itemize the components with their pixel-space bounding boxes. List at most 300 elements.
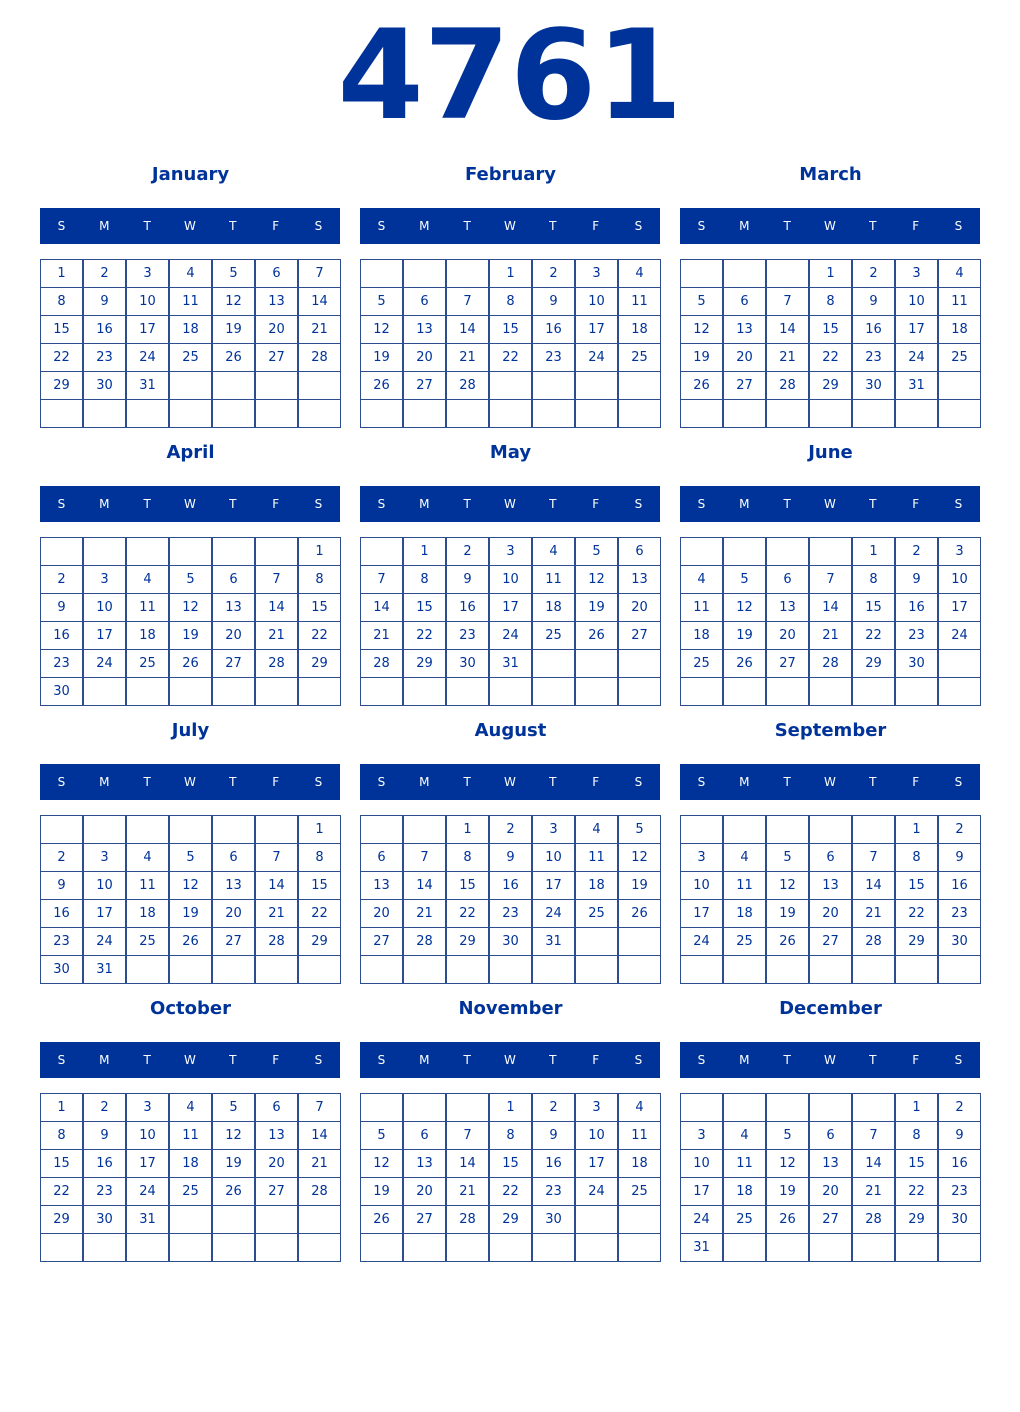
day-cell[interactable]: 18 [169,315,212,344]
day-cell[interactable]: 1 [895,815,938,844]
day-cell[interactable]: 24 [938,621,981,650]
day-cell[interactable]: 21 [766,343,809,372]
day-cell[interactable]: 24 [895,343,938,372]
day-cell[interactable]: 7 [446,1121,489,1150]
day-cell[interactable]: 19 [169,621,212,650]
day-cell[interactable]: 23 [40,927,83,956]
day-cell[interactable]: 8 [809,287,852,316]
day-cell[interactable]: 25 [723,927,766,956]
day-cell[interactable]: 1 [489,259,532,288]
day-cell[interactable]: 6 [403,1121,446,1150]
day-cell[interactable]: 14 [809,593,852,622]
day-cell[interactable]: 13 [403,315,446,344]
day-cell[interactable]: 6 [255,1093,298,1122]
day-cell[interactable]: 25 [169,343,212,372]
day-cell[interactable]: 27 [809,927,852,956]
day-cell[interactable]: 21 [298,315,341,344]
day-cell[interactable]: 5 [212,259,255,288]
day-cell[interactable]: 4 [680,565,723,594]
day-cell[interactable]: 15 [489,315,532,344]
day-cell[interactable]: 9 [895,565,938,594]
day-cell[interactable]: 13 [212,871,255,900]
day-cell[interactable]: 21 [360,621,403,650]
day-cell[interactable]: 1 [40,1093,83,1122]
day-cell[interactable]: 30 [83,1205,126,1234]
day-cell[interactable]: 20 [809,1177,852,1206]
day-cell[interactable]: 8 [40,287,83,316]
day-cell[interactable]: 15 [298,593,341,622]
day-cell[interactable]: 31 [895,371,938,400]
day-cell[interactable]: 4 [169,1093,212,1122]
day-cell[interactable]: 11 [169,1121,212,1150]
day-cell[interactable]: 14 [403,871,446,900]
day-cell[interactable]: 4 [126,843,169,872]
day-cell[interactable]: 27 [403,371,446,400]
day-cell[interactable]: 7 [255,565,298,594]
day-cell[interactable]: 23 [83,343,126,372]
day-cell[interactable]: 21 [403,899,446,928]
day-cell[interactable]: 15 [40,315,83,344]
day-cell[interactable]: 19 [618,871,661,900]
day-cell[interactable]: 13 [766,593,809,622]
day-cell[interactable]: 4 [938,259,981,288]
day-cell[interactable]: 13 [212,593,255,622]
day-cell[interactable]: 2 [938,1093,981,1122]
day-cell[interactable]: 5 [360,1121,403,1150]
day-cell[interactable]: 23 [532,343,575,372]
day-cell[interactable]: 12 [618,843,661,872]
day-cell[interactable]: 8 [403,565,446,594]
day-cell[interactable]: 7 [360,565,403,594]
day-cell[interactable]: 16 [895,593,938,622]
day-cell[interactable]: 13 [403,1149,446,1178]
day-cell[interactable]: 6 [403,287,446,316]
day-cell[interactable]: 7 [446,287,489,316]
day-cell[interactable]: 12 [212,1121,255,1150]
day-cell[interactable]: 9 [446,565,489,594]
day-cell[interactable]: 6 [766,565,809,594]
day-cell[interactable]: 7 [298,259,341,288]
day-cell[interactable]: 4 [723,1121,766,1150]
day-cell[interactable]: 11 [618,1121,661,1150]
day-cell[interactable]: 1 [403,537,446,566]
day-cell[interactable]: 18 [723,899,766,928]
day-cell[interactable]: 18 [618,1149,661,1178]
day-cell[interactable]: 23 [938,899,981,928]
day-cell[interactable]: 5 [169,565,212,594]
day-cell[interactable]: 10 [83,871,126,900]
day-cell[interactable]: 9 [938,1121,981,1150]
day-cell[interactable]: 15 [895,871,938,900]
day-cell[interactable]: 26 [575,621,618,650]
day-cell[interactable]: 17 [938,593,981,622]
day-cell[interactable]: 10 [938,565,981,594]
day-cell[interactable]: 24 [680,927,723,956]
day-cell[interactable]: 7 [766,287,809,316]
day-cell[interactable]: 16 [532,315,575,344]
day-cell[interactable]: 28 [255,649,298,678]
day-cell[interactable]: 5 [575,537,618,566]
day-cell[interactable]: 25 [169,1177,212,1206]
day-cell[interactable]: 11 [723,1149,766,1178]
day-cell[interactable]: 25 [723,1205,766,1234]
day-cell[interactable]: 17 [126,315,169,344]
day-cell[interactable]: 21 [446,343,489,372]
day-cell[interactable]: 5 [360,287,403,316]
day-cell[interactable]: 13 [255,287,298,316]
day-cell[interactable]: 16 [446,593,489,622]
day-cell[interactable]: 16 [83,1149,126,1178]
day-cell[interactable]: 31 [680,1233,723,1262]
day-cell[interactable]: 12 [766,871,809,900]
day-cell[interactable]: 10 [532,843,575,872]
day-cell[interactable]: 4 [126,565,169,594]
day-cell[interactable]: 16 [489,871,532,900]
day-cell[interactable]: 26 [618,899,661,928]
day-cell[interactable]: 23 [532,1177,575,1206]
day-cell[interactable]: 24 [575,1177,618,1206]
day-cell[interactable]: 17 [680,899,723,928]
day-cell[interactable]: 5 [169,843,212,872]
day-cell[interactable]: 10 [489,565,532,594]
day-cell[interactable]: 26 [169,649,212,678]
day-cell[interactable]: 22 [809,343,852,372]
day-cell[interactable]: 27 [766,649,809,678]
day-cell[interactable]: 28 [446,371,489,400]
day-cell[interactable]: 28 [298,1177,341,1206]
day-cell[interactable]: 25 [618,1177,661,1206]
day-cell[interactable]: 29 [489,1205,532,1234]
day-cell[interactable]: 15 [809,315,852,344]
day-cell[interactable]: 3 [680,1121,723,1150]
day-cell[interactable]: 25 [532,621,575,650]
day-cell[interactable]: 28 [446,1205,489,1234]
day-cell[interactable]: 31 [83,955,126,984]
day-cell[interactable]: 1 [809,259,852,288]
day-cell[interactable]: 4 [532,537,575,566]
day-cell[interactable]: 3 [575,259,618,288]
day-cell[interactable]: 10 [680,1149,723,1178]
day-cell[interactable]: 14 [766,315,809,344]
day-cell[interactable]: 19 [169,899,212,928]
day-cell[interactable]: 27 [255,343,298,372]
day-cell[interactable]: 6 [255,259,298,288]
day-cell[interactable]: 27 [809,1205,852,1234]
day-cell[interactable]: 12 [169,871,212,900]
day-cell[interactable]: 22 [298,621,341,650]
day-cell[interactable]: 12 [723,593,766,622]
day-cell[interactable]: 13 [809,871,852,900]
day-cell[interactable]: 30 [40,955,83,984]
day-cell[interactable]: 21 [852,1177,895,1206]
day-cell[interactable]: 20 [618,593,661,622]
day-cell[interactable]: 3 [680,843,723,872]
day-cell[interactable]: 29 [809,371,852,400]
day-cell[interactable]: 29 [852,649,895,678]
day-cell[interactable]: 7 [809,565,852,594]
day-cell[interactable]: 3 [126,1093,169,1122]
day-cell[interactable]: 17 [895,315,938,344]
day-cell[interactable]: 20 [212,621,255,650]
day-cell[interactable]: 15 [852,593,895,622]
day-cell[interactable]: 27 [212,927,255,956]
day-cell[interactable]: 1 [895,1093,938,1122]
day-cell[interactable]: 8 [852,565,895,594]
day-cell[interactable]: 11 [618,287,661,316]
day-cell[interactable]: 18 [126,621,169,650]
day-cell[interactable]: 1 [489,1093,532,1122]
day-cell[interactable]: 21 [852,899,895,928]
day-cell[interactable]: 2 [852,259,895,288]
day-cell[interactable]: 17 [489,593,532,622]
day-cell[interactable]: 14 [446,315,489,344]
day-cell[interactable]: 27 [618,621,661,650]
day-cell[interactable]: 15 [40,1149,83,1178]
day-cell[interactable]: 20 [212,899,255,928]
day-cell[interactable]: 1 [446,815,489,844]
day-cell[interactable]: 6 [618,537,661,566]
day-cell[interactable]: 3 [83,565,126,594]
day-cell[interactable]: 31 [126,371,169,400]
day-cell[interactable]: 24 [680,1205,723,1234]
day-cell[interactable]: 16 [40,899,83,928]
day-cell[interactable]: 12 [212,287,255,316]
day-cell[interactable]: 22 [40,343,83,372]
day-cell[interactable]: 26 [723,649,766,678]
day-cell[interactable]: 22 [298,899,341,928]
day-cell[interactable]: 8 [40,1121,83,1150]
day-cell[interactable]: 3 [938,537,981,566]
day-cell[interactable]: 16 [40,621,83,650]
day-cell[interactable]: 12 [360,1149,403,1178]
day-cell[interactable]: 1 [40,259,83,288]
day-cell[interactable]: 9 [532,1121,575,1150]
day-cell[interactable]: 19 [766,1177,809,1206]
day-cell[interactable]: 6 [809,1121,852,1150]
day-cell[interactable]: 19 [212,315,255,344]
day-cell[interactable]: 4 [618,1093,661,1122]
day-cell[interactable]: 28 [403,927,446,956]
day-cell[interactable]: 18 [618,315,661,344]
day-cell[interactable]: 24 [83,649,126,678]
day-cell[interactable]: 27 [255,1177,298,1206]
day-cell[interactable]: 4 [575,815,618,844]
day-cell[interactable]: 27 [403,1205,446,1234]
day-cell[interactable]: 28 [852,1205,895,1234]
day-cell[interactable]: 29 [895,927,938,956]
day-cell[interactable]: 16 [938,871,981,900]
day-cell[interactable]: 5 [723,565,766,594]
day-cell[interactable]: 15 [403,593,446,622]
day-cell[interactable]: 24 [532,899,575,928]
day-cell[interactable]: 15 [298,871,341,900]
day-cell[interactable]: 5 [212,1093,255,1122]
day-cell[interactable]: 8 [489,1121,532,1150]
day-cell[interactable]: 5 [618,815,661,844]
day-cell[interactable]: 13 [809,1149,852,1178]
day-cell[interactable]: 17 [575,315,618,344]
day-cell[interactable]: 10 [895,287,938,316]
day-cell[interactable]: 19 [575,593,618,622]
day-cell[interactable]: 26 [766,1205,809,1234]
day-cell[interactable]: 30 [83,371,126,400]
day-cell[interactable]: 13 [723,315,766,344]
day-cell[interactable]: 4 [723,843,766,872]
day-cell[interactable]: 10 [126,1121,169,1150]
day-cell[interactable]: 22 [895,1177,938,1206]
day-cell[interactable]: 9 [40,871,83,900]
day-cell[interactable]: 23 [40,649,83,678]
day-cell[interactable]: 26 [680,371,723,400]
day-cell[interactable]: 22 [40,1177,83,1206]
day-cell[interactable]: 30 [852,371,895,400]
day-cell[interactable]: 29 [446,927,489,956]
day-cell[interactable]: 28 [298,343,341,372]
day-cell[interactable]: 14 [360,593,403,622]
day-cell[interactable]: 5 [680,287,723,316]
day-cell[interactable]: 14 [298,1121,341,1150]
day-cell[interactable]: 24 [126,343,169,372]
day-cell[interactable]: 7 [403,843,446,872]
day-cell[interactable]: 22 [489,1177,532,1206]
day-cell[interactable]: 10 [575,1121,618,1150]
day-cell[interactable]: 15 [895,1149,938,1178]
day-cell[interactable]: 11 [532,565,575,594]
day-cell[interactable]: 20 [403,343,446,372]
day-cell[interactable]: 11 [126,593,169,622]
day-cell[interactable]: 2 [489,815,532,844]
day-cell[interactable]: 2 [895,537,938,566]
day-cell[interactable]: 27 [360,927,403,956]
day-cell[interactable]: 3 [126,259,169,288]
day-cell[interactable]: 19 [723,621,766,650]
day-cell[interactable]: 20 [766,621,809,650]
day-cell[interactable]: 29 [298,927,341,956]
day-cell[interactable]: 15 [489,1149,532,1178]
day-cell[interactable]: 19 [360,1177,403,1206]
day-cell[interactable]: 30 [938,1205,981,1234]
day-cell[interactable]: 30 [446,649,489,678]
day-cell[interactable]: 25 [680,649,723,678]
day-cell[interactable]: 31 [532,927,575,956]
day-cell[interactable]: 9 [40,593,83,622]
day-cell[interactable]: 21 [809,621,852,650]
day-cell[interactable]: 1 [298,537,341,566]
day-cell[interactable]: 8 [298,843,341,872]
day-cell[interactable]: 17 [83,621,126,650]
day-cell[interactable]: 29 [403,649,446,678]
day-cell[interactable]: 6 [360,843,403,872]
day-cell[interactable]: 23 [446,621,489,650]
day-cell[interactable]: 17 [680,1177,723,1206]
day-cell[interactable]: 26 [360,371,403,400]
day-cell[interactable]: 13 [618,565,661,594]
day-cell[interactable]: 23 [852,343,895,372]
day-cell[interactable]: 31 [489,649,532,678]
day-cell[interactable]: 3 [895,259,938,288]
day-cell[interactable]: 29 [895,1205,938,1234]
day-cell[interactable]: 28 [852,927,895,956]
day-cell[interactable]: 16 [938,1149,981,1178]
day-cell[interactable]: 23 [489,899,532,928]
day-cell[interactable]: 30 [895,649,938,678]
day-cell[interactable]: 11 [126,871,169,900]
day-cell[interactable]: 6 [723,287,766,316]
day-cell[interactable]: 22 [852,621,895,650]
day-cell[interactable]: 26 [766,927,809,956]
day-cell[interactable]: 11 [169,287,212,316]
day-cell[interactable]: 7 [255,843,298,872]
day-cell[interactable]: 6 [809,843,852,872]
day-cell[interactable]: 10 [575,287,618,316]
day-cell[interactable]: 13 [360,871,403,900]
day-cell[interactable]: 18 [938,315,981,344]
day-cell[interactable]: 24 [489,621,532,650]
day-cell[interactable]: 18 [169,1149,212,1178]
day-cell[interactable]: 8 [895,843,938,872]
day-cell[interactable]: 20 [255,315,298,344]
day-cell[interactable]: 11 [938,287,981,316]
day-cell[interactable]: 12 [575,565,618,594]
day-cell[interactable]: 30 [532,1205,575,1234]
day-cell[interactable]: 27 [723,371,766,400]
day-cell[interactable]: 18 [680,621,723,650]
day-cell[interactable]: 11 [723,871,766,900]
day-cell[interactable]: 21 [255,899,298,928]
day-cell[interactable]: 11 [575,843,618,872]
day-cell[interactable]: 9 [83,1121,126,1150]
day-cell[interactable]: 14 [446,1149,489,1178]
day-cell[interactable]: 2 [532,259,575,288]
day-cell[interactable]: 8 [489,287,532,316]
day-cell[interactable]: 18 [723,1177,766,1206]
day-cell[interactable]: 3 [575,1093,618,1122]
day-cell[interactable]: 22 [446,899,489,928]
day-cell[interactable]: 8 [298,565,341,594]
day-cell[interactable]: 5 [766,843,809,872]
day-cell[interactable]: 10 [126,287,169,316]
day-cell[interactable]: 31 [126,1205,169,1234]
day-cell[interactable]: 3 [532,815,575,844]
day-cell[interactable]: 14 [852,1149,895,1178]
day-cell[interactable]: 26 [169,927,212,956]
day-cell[interactable]: 17 [126,1149,169,1178]
day-cell[interactable]: 4 [169,259,212,288]
day-cell[interactable]: 15 [446,871,489,900]
day-cell[interactable]: 18 [575,871,618,900]
day-cell[interactable]: 5 [766,1121,809,1150]
day-cell[interactable]: 24 [83,927,126,956]
day-cell[interactable]: 11 [680,593,723,622]
day-cell[interactable]: 3 [83,843,126,872]
day-cell[interactable]: 20 [723,343,766,372]
day-cell[interactable]: 7 [852,843,895,872]
day-cell[interactable]: 4 [618,259,661,288]
day-cell[interactable]: 19 [212,1149,255,1178]
day-cell[interactable]: 20 [809,899,852,928]
day-cell[interactable]: 12 [169,593,212,622]
day-cell[interactable]: 24 [126,1177,169,1206]
day-cell[interactable]: 3 [489,537,532,566]
day-cell[interactable]: 9 [83,287,126,316]
day-cell[interactable]: 21 [255,621,298,650]
day-cell[interactable]: 10 [680,871,723,900]
day-cell[interactable]: 8 [446,843,489,872]
day-cell[interactable]: 28 [255,927,298,956]
day-cell[interactable]: 25 [938,343,981,372]
day-cell[interactable]: 2 [532,1093,575,1122]
day-cell[interactable]: 29 [298,649,341,678]
